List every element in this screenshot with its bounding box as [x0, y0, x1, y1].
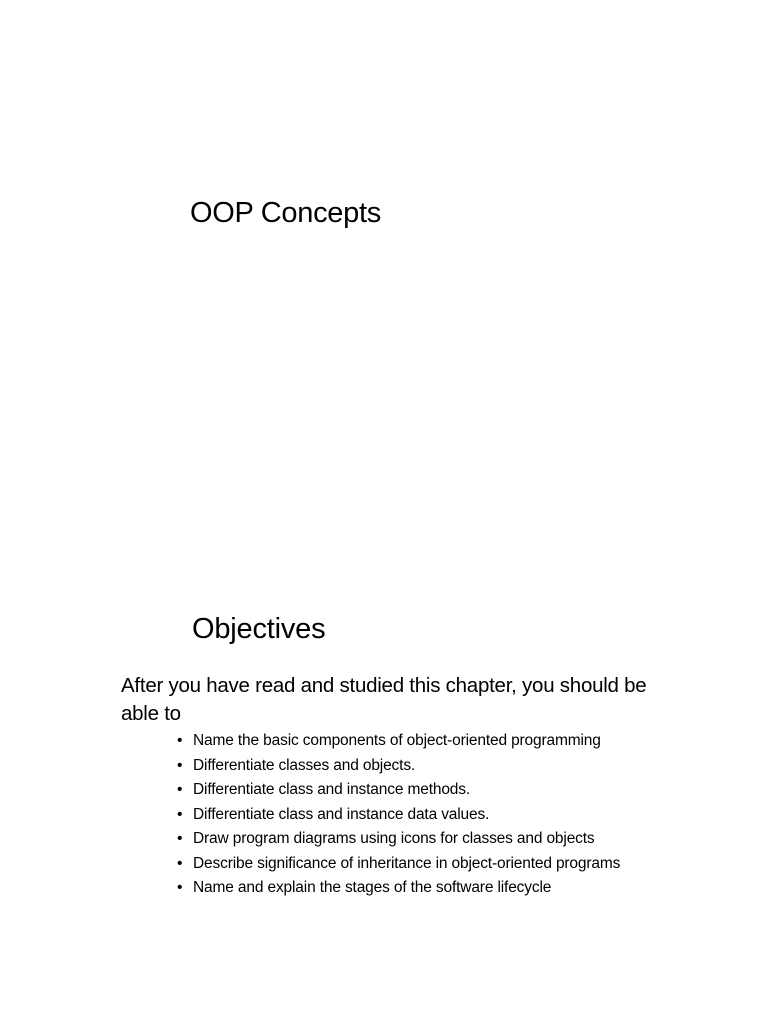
list-item: [175, 878, 645, 899]
list-item-text: Name the basic components of object-oriented programming: [193, 732, 601, 749]
list-item-text: Differentiate classes and objects.: [193, 756, 416, 774]
list-item-text: Name and explain the stages of the software lifecycle: [193, 879, 552, 896]
list-item-text: Differentiate class and instance data values.: [193, 805, 490, 823]
list-item: [175, 780, 645, 801]
objectives-intro: After you have read and studied this chapter, you should be able to: [121, 674, 647, 725]
list-item-text: Differentiate class and instance methods.: [193, 781, 471, 798]
list-item: [175, 854, 645, 875]
bullet-icon: •: [177, 781, 183, 798]
slide-title-objectives: Objectives: [192, 613, 326, 645]
bullet-icon: •: [177, 756, 183, 774]
bullet-icon: •: [177, 805, 183, 823]
bullet-icon: •: [177, 854, 183, 872]
list-item-text: Draw program diagrams using icons for classes and objects: [193, 830, 595, 847]
list-item: [175, 829, 645, 850]
list-item-text: Describe significance of inheritance in object-oriented programs: [193, 854, 621, 872]
list-item: [175, 756, 645, 777]
list-item: [175, 731, 645, 752]
objectives-list: [175, 731, 645, 903]
slide-title-oop-concepts: OOP Concepts: [190, 197, 381, 229]
list-item: [175, 805, 645, 826]
bullet-icon: •: [177, 830, 183, 847]
bullet-icon: •: [177, 879, 183, 896]
bullet-icon: •: [177, 732, 183, 749]
